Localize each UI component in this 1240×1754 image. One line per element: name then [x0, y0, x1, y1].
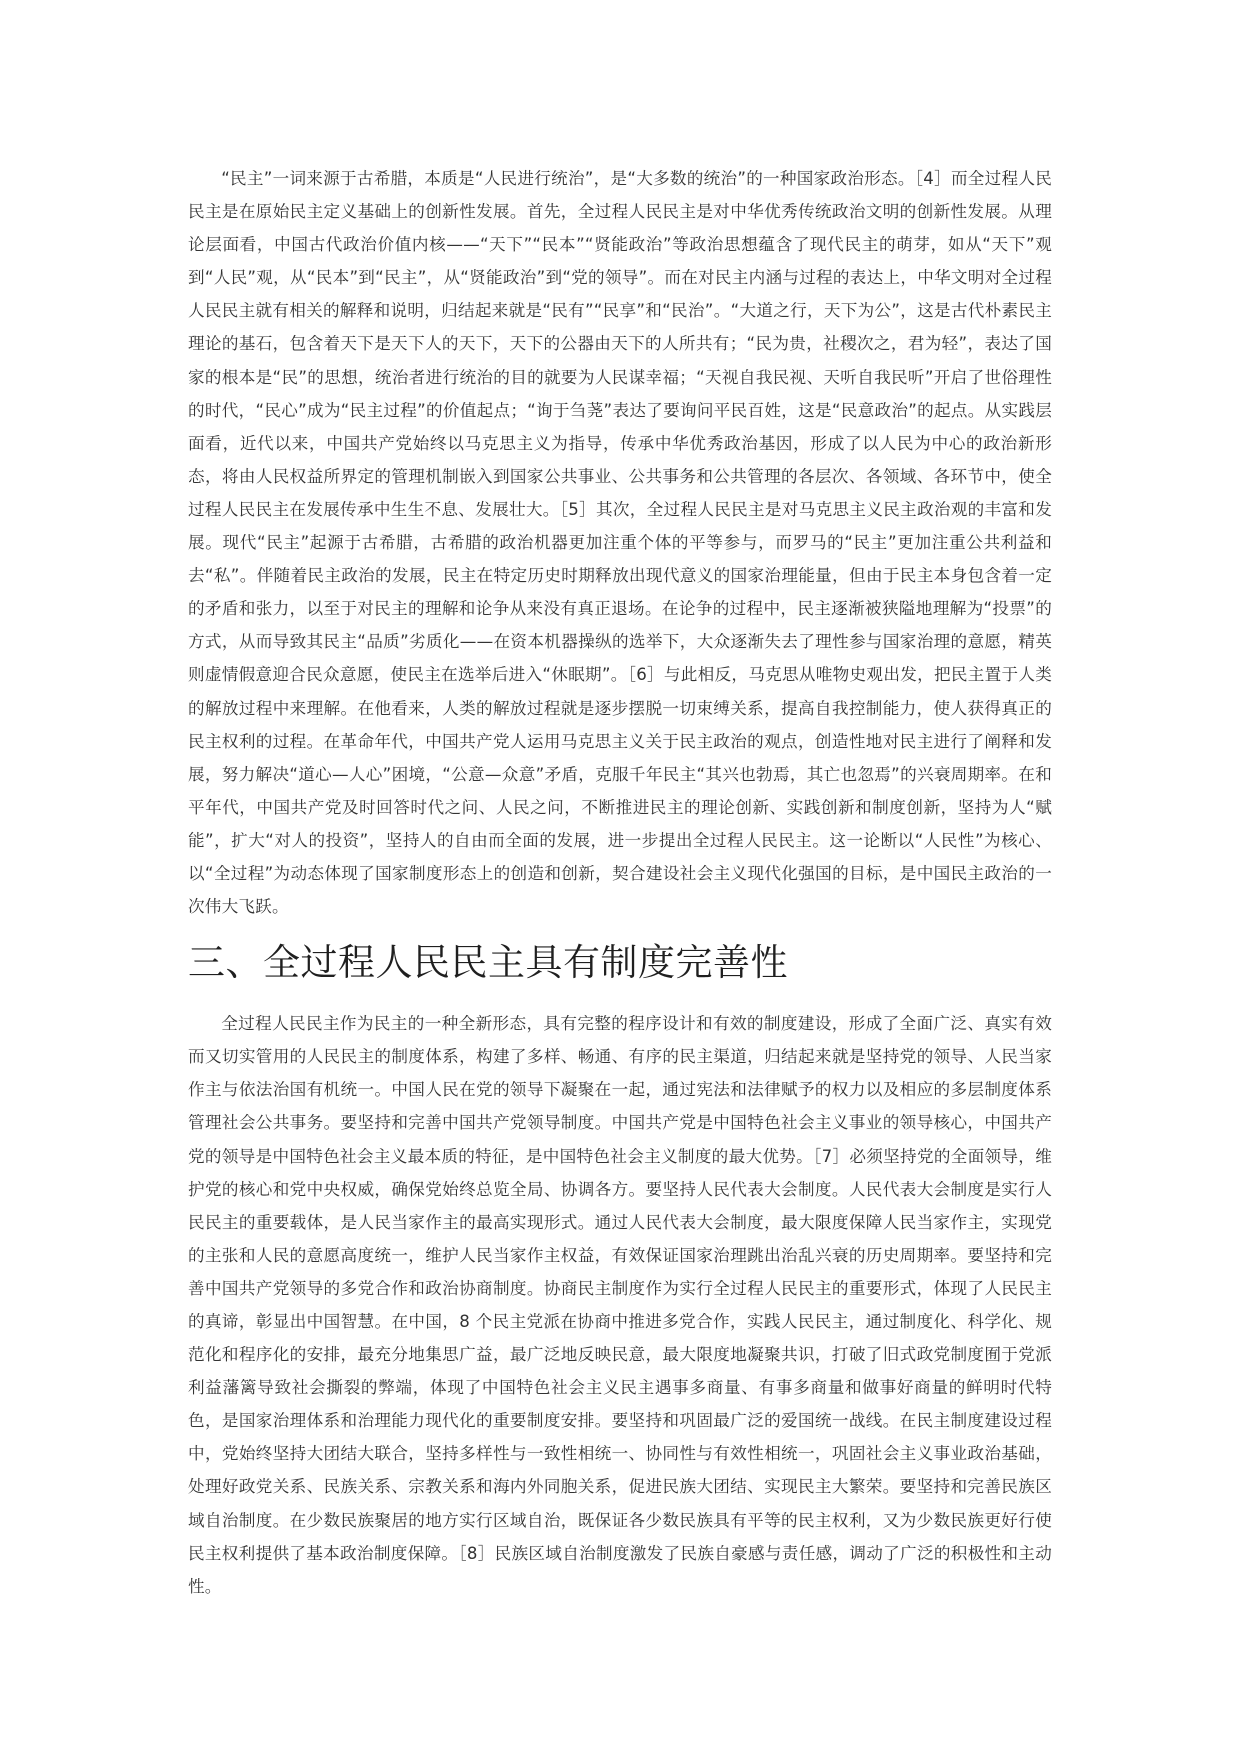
section-heading: 三、全过程人民民主具有制度完善性	[188, 941, 788, 985]
body-paragraph-2: 全过程人民民主作为民主的一种全新形态，具有完整的程序设计和有效的制度建设，形成了全面广泛、真实有效而又切实管用的人民民主的制度体系，构建了多样、畅通、有序的民主渠道，归结起来就是坚持党的领导、人民当家作主与依法治国有机统一。中国人民在党的领导下凝聚在一起，通过宪法和法律赋予的权力以及相应的多层制度体系管理社会公共事务。要坚持和完善中国共产党领导制度。中国共产党是中国特色社会主义事业的领导核心，中国共产党的领导是中国特色社会主义最本质的特征，是中国特色社会主义制度的最大优势。［7］必须坚持党的全面领导，维护党的核心和党中央权威，确保党始终总览全局、协调各方。要坚持人民代表大会制度。人民代表大会制度是实行人民民主的重要载体，是人民当家作主的最高实现形式。通过人民代表大会制度，最大限度保障人民当家作主，实现党的主张和人民的意愿高度统一，维护人民当家作主权益，有效保证国家治理跳出治乱兴衰的历史周期率。要坚持和完善中国共产党领导的多党合作和政治协商制度。协商民主制度作为实行全过程人民民主的重要形式，体现了人民民主的真谛，彰显出中国智慧。在中国，8 个民主党派在协商中推进多党合作，实践人民民主，通过制度化、科学化、规范化和程序化的安排，最充分地集思广益，最广泛地反映民意，最大限度地凝聚共识，打破了旧式政党制度囿于党派利益藩篱导致社会撕裂的弊端，体现了中国特色社会主义民主遇事多商量、有事多商量和做事好商量的鲜明时代特色，是国家治理体系和治理能力现代化的重要制度安排。要坚持和巩固最广泛的爱国统一战线。在民主制度建设过程中，党始终坚持大团结大联合，坚持多样性与一致性相统一、协同性与有效性相统一，巩固社会主义事业政治基础，处理好政党关系、民族关系、宗教关系和海内外同胞关系，促进民族大团结、实现民主大繁荣。要坚持和完善民族区域自治制度。在少数民族聚居的地方实行区域自治，既保证各少数民族具有平等的民主权利，又为少数民族更好行使民主权利提供了基本政治制度保障。［8］民族区域自治制度激发了民族自豪感与责任感，调动了广泛的积极性和主动性。	[188, 1014, 1052, 1596]
document-body	[188, 162, 1052, 1603]
body-paragraph-1: “民主”一词来源于古希腊，本质是“人民进行统治”，是“大多数的统治”的一种国家政治形态。［4］而全过程人民民主是在原始民主定义基础上的创新性发展。首先，全过程人民民主是对中华优秀传统政治文明的创新性发展。从理论层面看，中国古代政治价值内核——“天下”“民本”“贤能政治”等政治思想蕴含了现代民主的萌芽，如从“天下”观到“人民”观，从“民本”到“民主”，从“贤能政治”到“党的领导”。而在对民主内涵与过程的表达上，中华文明对全过程人民民主就有相关的解释和说明，归结起来就是“民有”“民享”和“民治”。“大道之行，天下为公”，这是古代朴素民主理论的基石，包含着天下是天下人的天下，天下的公器由天下的人所共有；“民为贵，社稷次之，君为轻”，表达了国家的根本是“民”的思想，统治者进行统治的目的就要为人民谋幸福；“天视自我民视、天听自我民听”开启了世俗理性的时代，“民心”成为“民主过程”的价值起点；“询于刍荛”表达了要询问平民百姓，这是“民意政治”的起点。从实践层面看，近代以来，中国共产党始终以马克思主义为指导，传承中华优秀政治基因，形成了以人民为中心的政治新形态，将由人民权益所界定的管理机制嵌入到国家公共事业、公共事务和公共管理的各层次、各领域、各环节中，使全过程人民民主在发展传承中生生不息、发展壮大。［5］其次，全过程人民民主是对马克思主义民主政治观的丰富和发展。现代“民主”起源于古希腊，古希腊的政治机器更加注重个体的平等参与，而罗马的“民主”更加注重公共利益和去“私”。伴随着民主政治的发展，民主在特定历史时期释放出现代意义的国家治理能量，但由于民主本身包含着一定的矛盾和张力，以至于对民主的理解和论争从来没有真正退场。在论争的过程中，民主逐渐被狭隘地理解为“投票”的方式，从而导致其民主“品质”劣质化——在资本机器操纵的选举下，大众逐渐失去了理性参与国家治理的意愿，精英则虚情假意迎合民众意愿，使民主在选举后进入“休眠期”。［6］与此相反，马克思从唯物史观出发，把民主置于人类的解放过程中来理解。在他看来，人类的解放过程就是逐步摆脱一切束缚关系，提高自我控制能力，使人获得真正的民主权利的过程。在革命年代，中国共产党人运用马克思主义关于民主政治的观点，创造性地对民主进行了阐释和发展，努力解决“道心—人心”困境，“公意—众意”矛盾，克服千年民主“其兴也勃焉，其亡也忽焉”的兴衰周期率。在和平年代，中国共产党及时回答时代之问、人民之问，不断推进民主的理论创新、实践创新和制度创新，坚持为人“赋能”，扩大“对人的投资”，坚持人的自由而全面的发展，进一步提出全过程人民民主。这一论断以“人民性”为核心、以“全过程”为动态体现了国家制度形态上的创造和创新，契合建设社会主义现代化强国的目标，是中国民主政治的一次伟大飞跃。	[188, 169, 1052, 917]
